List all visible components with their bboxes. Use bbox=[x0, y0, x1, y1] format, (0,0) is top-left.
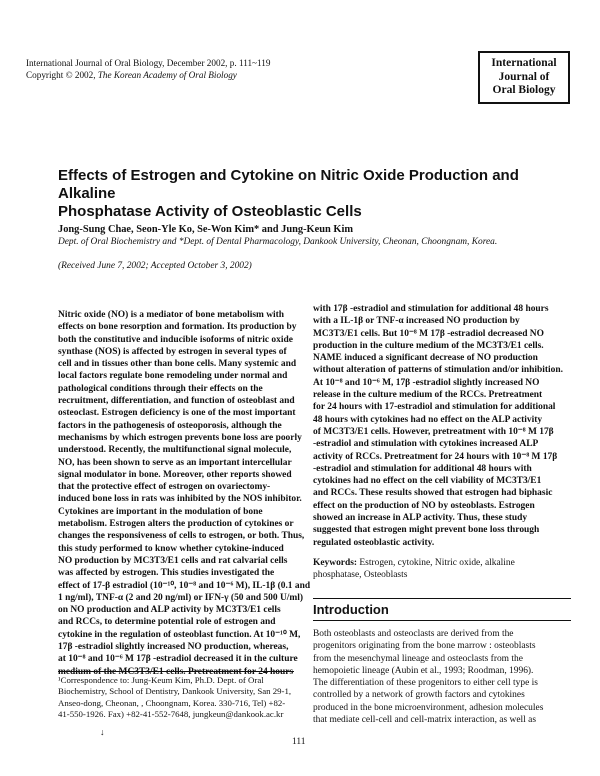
keywords bbox=[313, 557, 571, 582]
copyright-prefix: Copyright bbox=[26, 70, 66, 80]
abstract-line: cytokines had no effect on the cell viability of MC3T3/E1 bbox=[313, 476, 542, 487]
abstract-line: of MC3T3/E1 cells. However, pretreatment with 10⁻⁸ M 17β bbox=[313, 426, 554, 437]
abstract-line: NO production by MC3T3/E1 cells and rat calvarial cells bbox=[58, 555, 288, 566]
footnote-line: 41-550-1926. Fax) +82-41-552-7648, jungkeun@dankook.ac.kr bbox=[58, 709, 284, 720]
abstract-line: release in the culture medium of the RCCs. Pretreatment bbox=[313, 390, 543, 401]
intro-line: progenitors originating from the bone marrow : osteoblasts bbox=[313, 641, 536, 652]
abstract-line: suggested that estrogen might prevent bone loss through bbox=[313, 525, 540, 536]
abstract-line: -estradiol and stimulation with cytokines increased ALP bbox=[313, 439, 539, 450]
abstract-line: metabolism. Estrogen alters the production of cytokines or bbox=[58, 519, 294, 530]
footnote-line: ¹Correspondence to: Jung-Keum Kim, Ph.D. Dept. of Oral bbox=[58, 675, 264, 685]
abstract-line: understood. Recently, the multifunctional signal molecule, bbox=[58, 445, 292, 456]
article-title bbox=[58, 167, 578, 221]
copyright-line bbox=[26, 69, 237, 81]
abstract-line: recruitment, differentiation, and function of osteoblast and bbox=[58, 396, 295, 407]
abstract-left-column bbox=[58, 309, 311, 678]
footnote-line: Anseo-dong, Cheonan, , Choongnam, Korea. 330-716, Tel) +82- bbox=[58, 697, 286, 708]
keywords-values: Estrogen, cytokine, Nitric oxide, alkaline bbox=[357, 558, 515, 568]
abstract-line: this study performed to know whether cytokine-induced bbox=[58, 543, 284, 554]
arrow-marker-icon: ↓ bbox=[100, 727, 105, 737]
intro-line: produced in the bone microenvironment, adhesion molecules bbox=[313, 702, 544, 713]
abstract-line: without alteration of patterns of stimulation and/or inhibition. bbox=[313, 365, 563, 376]
journal-logo-box bbox=[478, 51, 570, 104]
abstract-line: Cytokines are important in the modulation of bone bbox=[58, 506, 263, 517]
abstract-line: at 10⁻⁸ and 10⁻⁶ M 17β -estradiol decreased it in the culture bbox=[58, 654, 298, 665]
abstract-line: 17β -estradiol slightly increased NO production, whereas, bbox=[58, 642, 289, 653]
abstract-line: induced bone loss in rats was inhibited by the NOS inhibitor. bbox=[58, 494, 302, 505]
abstract-line: pathological conditions through their effects on the bbox=[58, 383, 263, 394]
abstract-line: effects on bone resorption and formation. Its production by bbox=[58, 322, 297, 333]
abstract-line: factors in the pathogenesis of osteoporosis, although the bbox=[58, 420, 282, 431]
abstract-line: both the constitutive and inducible isoforms of nitric oxide bbox=[58, 334, 293, 345]
author-list: Jong-Sung Chae, Seon-Yle Ko, Se-Won Kim* and Jung-Keun Kim bbox=[58, 224, 354, 235]
abstract-line: changes the responsiveness of cells to estrogen, or both. Thus, bbox=[58, 531, 305, 542]
abstract-line: signal modulator in bone. Moreover, other reports showed bbox=[58, 469, 292, 480]
footnote-rule bbox=[58, 671, 294, 672]
abstract-right-column bbox=[313, 303, 571, 549]
abstract-line: 1 ng/ml), TNF-α (2 and 20 ng/ml) or IFN-γ (50 and 500 U/ml) bbox=[58, 592, 304, 603]
abstract-line: local factors regulate bone remodeling under normal and bbox=[58, 371, 288, 382]
abstract-line: synthase (NOS) is affected by estrogen in several types of bbox=[58, 346, 287, 357]
abstract-line: was affected by estrogen. This studies investigated the bbox=[58, 568, 275, 579]
intro-line: controlled by a network of growth factors and cytokines bbox=[313, 690, 525, 701]
abstract-line: showed an increase in ALP activity. Thus, these study bbox=[313, 513, 528, 524]
journal-box-line: International bbox=[491, 57, 557, 69]
abstract-line: NO, has been shown to serve as an important intercellular bbox=[58, 457, 292, 468]
intro-line: from the mesenchymal lineage and osteoclasts from the bbox=[313, 653, 523, 664]
keywords-label: Keywords: bbox=[313, 558, 358, 568]
section-heading-introduction: Introduction bbox=[313, 598, 571, 621]
abstract-line: cell and in tissues other than bone cells. Many systemic and bbox=[58, 359, 297, 370]
abstract-line: -estradiol and stimulation for additional 48 hours with bbox=[313, 463, 532, 474]
abstract-line: medium of the MC3T3/E1 cells. Pretreatment for 24 hours bbox=[58, 666, 294, 677]
abstract-line: for 24 hours with 17-estradiol and stimulation for additional bbox=[313, 402, 556, 413]
intro-line: The differentiation of these progenitors to either cell type is bbox=[313, 678, 538, 689]
abstract-line: on NO production and ALP activity by MC3T3/E1 cells bbox=[58, 605, 281, 616]
abstract-line: osteoclast. Estrogen deficiency is one of the most important bbox=[58, 408, 296, 419]
abstract-line: effect of 17-β estradiol (10⁻¹⁰, 10⁻⁸ and 10⁻⁶ M), IL-1β (0.1 and bbox=[58, 580, 311, 591]
abstract-line: activity of RCCs. Pretreatment for 24 hours with 10⁻⁸ M 17β bbox=[313, 451, 558, 462]
keywords-line: phosphatase, Osteoblasts bbox=[313, 570, 408, 581]
abstract-line: MC3T3/E1 cells. But 10⁻⁸ M 17β -estradiol decreased NO bbox=[313, 328, 544, 339]
copyright-symbol: © bbox=[65, 70, 73, 80]
abstract-line: regulated osteoblastic activity. bbox=[313, 537, 435, 548]
journal-citation: International Journal of Oral Biology, December 2002, p. 111~119 bbox=[26, 58, 271, 68]
page-number: 111 bbox=[292, 737, 306, 747]
introduction-text bbox=[313, 628, 571, 726]
footnote-line: Biochemistry, School of Dentistry, Dankook University, San 29-1, bbox=[58, 686, 292, 697]
abstract-line: mechanisms by which estrogen prevents bone loss are poorly bbox=[58, 432, 302, 443]
abstract-line: Nitric oxide (NO) is a mediator of bone metabolism with bbox=[58, 310, 285, 320]
intro-line: Both osteoblasts and osteoclasts are derived from the bbox=[313, 629, 514, 639]
intro-line: hemopoietic lineage (Aubin et al., 1993; Roodman, 1996). bbox=[313, 665, 534, 676]
abstract-line: with a IL-1β or TNF-α increased NO production by bbox=[313, 316, 520, 327]
copyright-year: 2002, bbox=[72, 70, 98, 80]
title-line: Effects of Estrogen and Cytokine on Nitric Oxide Production and Alkaline bbox=[58, 167, 519, 202]
abstract-line: and RCCs, to determine potential role of estrogen and bbox=[58, 617, 276, 628]
abstract-line: and RCCs. These results showed that estrogen had biphasic bbox=[313, 488, 553, 499]
journal-box-line: Oral Biology bbox=[492, 84, 556, 96]
abstract-line: effect on the production of NO by osteoblasts. Estrogen bbox=[313, 500, 535, 511]
keywords-line bbox=[313, 557, 571, 569]
title-line: Phosphatase Activity of Osteoblastic Cells bbox=[58, 203, 362, 220]
abstract-line: production in the culture medium of the MC3T3/E1 cells. bbox=[313, 340, 544, 351]
abstract-line: 48 hours with cytokines had no effect on the ALP activity bbox=[313, 414, 543, 425]
abstract-line: cytokine in the regulation of osteoblast function. At 10⁻¹⁰ M, bbox=[58, 629, 301, 640]
abstract-line: NAME induced a significant decrease of NO production bbox=[313, 353, 538, 364]
abstract-line: with 17β -estradiol and stimulation for additional 48 hours bbox=[313, 304, 549, 314]
abstract-line: At 10⁻⁸ and 10⁻⁶ M, 17β -estradiol slightly increased NO bbox=[313, 377, 540, 388]
abstract-line: that the protective effect of estrogen on ovariectomy- bbox=[58, 482, 271, 493]
received-dates: (Received June 7, 2002; Accepted October 3, 2002) bbox=[58, 261, 252, 271]
copyright-org: The Korean Academy of Oral Biology bbox=[97, 70, 237, 80]
intro-line: that mediate cell-cell and cell-matrix interaction, as well as bbox=[313, 715, 536, 726]
affiliation: Dept. of Oral Biochemistry and *Dept. of Dental Pharmacology, Dankook University, Cheonan, Choongnam, Korea. bbox=[58, 237, 498, 247]
footnote bbox=[58, 675, 294, 721]
journal-box-line: Journal of bbox=[498, 70, 550, 83]
